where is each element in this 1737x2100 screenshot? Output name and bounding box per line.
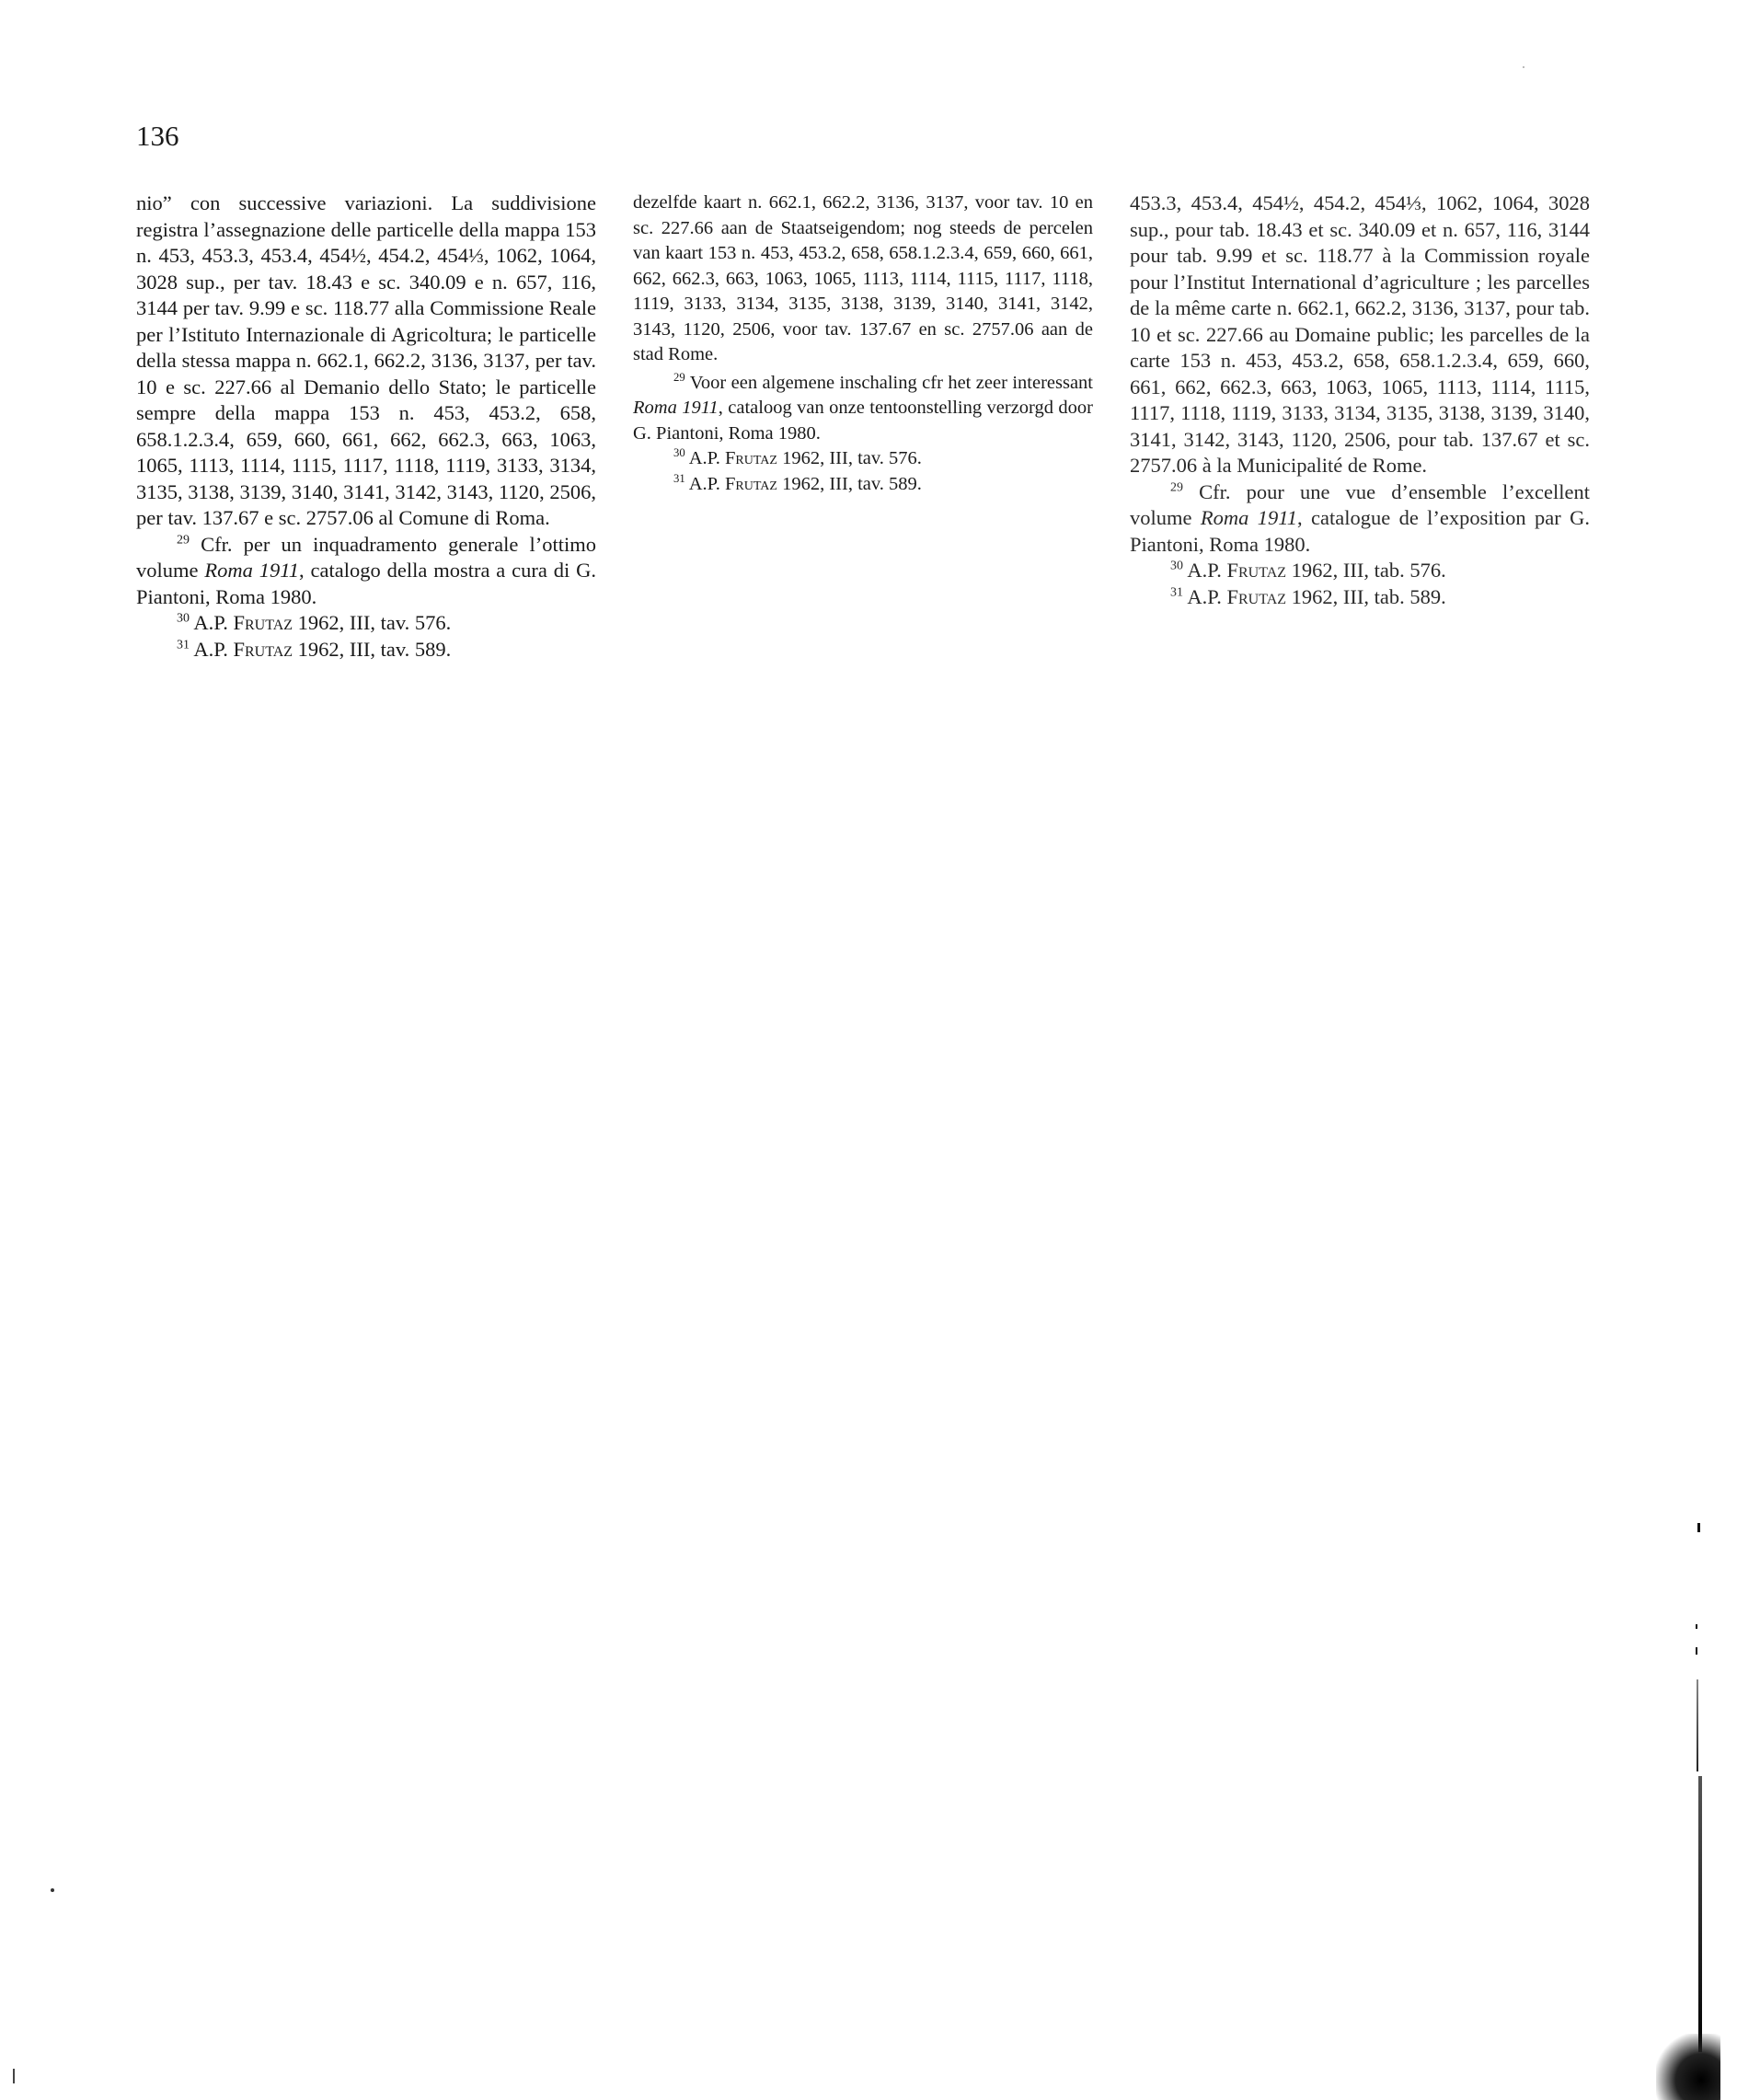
scan-edge-mark [1696,1647,1697,1655]
footnote-number: 29 [1170,480,1183,494]
footnote-text: A.P. [684,473,726,494]
footnote-text: , cataloog van onze tentoonstelling verzorgd door G. Piantoni, Roma 1980. [633,398,1094,444]
footnote-text: 1962, III, tab. 589. [1286,584,1446,608]
footnote-text: , catalogo della mostra a cura di G. Piantoni, Roma 1980. [136,559,596,608]
footnote-author: Frutaz [725,448,777,468]
footnote-text: Voor een algemene inschaling cfr het zeer interessant [684,372,1093,393]
footnote-text: A.P. [189,611,234,634]
footnote-29-dutch [633,371,1093,447]
scan-speck [51,1888,54,1892]
scan-corner-blot [1656,2034,1720,2100]
footnote-31-italian [136,637,596,663]
footnote-author: Frutaz [1226,584,1287,608]
scan-edge-mark [1697,1523,1700,1532]
footnote-title: Roma 1911 [633,398,719,418]
footnote-number: 29 [177,533,190,547]
footnote-author: Frutaz [1226,559,1287,582]
footnote-text: A.P. [684,448,726,468]
column-italian [136,190,596,663]
footnote-text: Cfr. per un inquadramento generale l’ottimo volume [136,532,596,582]
footnote-text: 1962, III, tav. 576. [293,611,452,634]
page-number: 136 [136,120,179,152]
footnote-number: 31 [1170,585,1183,599]
footnote-number: 30 [1170,559,1183,573]
footnote-author: Frutaz [725,473,777,494]
footnote-29-french [1130,479,1590,559]
footnote-30-italian [136,610,596,637]
body-text-dutch: dezelfde kaart n. 662.1, 662.2, 3136, 3137, voor tav. 10 en sc. 227.66 aan de Staatseigendom; nog steeds de percelen van kaart 153 n. 453, 453.2, 658, 658.1.2.3.4, 659, 660, 661, 662, 662.3, 663, 1063, 1065, 1113, 1114, 1115, 1117, 1118, 1119, 3133, 3134, 3135, 3138, 3139, 3140, 3141, 3142, 3143, 1120, 2506, voor tav. 137.67 en sc. 2757.06 aan de stad Rome. [633,192,1093,364]
footnote-author: Frutaz [233,637,293,661]
footnote-31-french [1130,584,1590,611]
footnote-number: 29 [673,370,685,384]
footnote-text: Cfr. pour une vue d’ensemble l’excellent volume [1130,479,1590,529]
footnote-number: 30 [177,611,190,626]
scan-speck [13,2069,15,2083]
footnote-text: 1962, III, tab. 576. [1286,559,1446,582]
footnote-text: A.P. [1182,584,1227,608]
column-dutch [633,190,1093,497]
footnote-author: Frutaz [233,611,293,634]
footnote-number: 31 [177,638,190,652]
body-text-italian: nio” con successive variazioni. La suddivisione registra l’assegnazione delle particelle della mappa 153 n. 453, 453.3, 453.4, 454½, 454.2, 454⅓, 1062, 1064, 3028 sup., per tav. 18.43 e sc. 340.09 e n. 657, 116, 3144 per tav. 9.99 e sc. 118.77 alla Commissione Reale per l’Istituto Internazionale di Agricoltura; le particelle della stessa mappa n. 662.1, 662.2, 3136, 3137, per tav. 10 e sc. 227.66 al Demanio dello Stato; le particelle sempre della mappa 153 n. 453, 453.2, 658, 658.1.2.3.4, 659, 660, 661, 662, 662.3, 663, 1063, 1065, 1113, 1114, 1115, 1117, 1118, 1119, 3133, 3134, 3135, 3138, 3139, 3140, 3141, 3142, 3143, 1120, 2506, per tav. 137.67 e sc. 2757.06 al Comune di Roma. [136,191,596,529]
footnote-29-italian [136,532,596,611]
footnote-number: 30 [673,446,685,460]
footnote-text: A.P. [189,637,234,661]
footnote-title: Roma 1911 [204,559,300,582]
scan-speck [1523,66,1524,68]
column-french [1130,190,1590,610]
footnote-text: A.P. [1182,559,1227,582]
footnote-text: 1962, III, tav. 576. [776,448,922,468]
footnote-31-dutch [633,472,1093,498]
footnote-30-french [1130,558,1590,584]
footnote-text: , catalogue de l’exposition par G. Piantoni, Roma 1980. [1130,506,1590,556]
scan-edge-shadow [1698,1776,1702,2052]
footnote-30-dutch [633,446,1093,472]
footnote-text: 1962, III, tav. 589. [293,637,452,661]
scan-edge-shadow [1697,1679,1698,1771]
footnote-title: Roma 1911 [1200,506,1298,529]
footnote-text: 1962, III, tav. 589. [776,473,922,494]
scan-edge-mark [1696,1624,1697,1629]
footnote-number: 31 [673,471,685,485]
body-text-french: 453.3, 453.4, 454½, 454.2, 454⅓, 1062, 1064, 3028 sup., pour tab. 18.43 et sc. 340.09 et n. 657, 116, 3144 pour tab. 9.99 et sc. 118.77 à la Commission royale pour l’Institut International d’agriculture ; les parcelles de la même carte n. 662.1, 662.2, 3136, 3137, pour tab. 10 et sc. 227.66 au Domaine public; les parcelles de la carte 153 n. 453, 453.2, 658, 658.1.2.3.4, 659, 660, 661, 662, 662.3, 663, 1063, 1065, 1113, 1114, 1115, 1117, 1118, 1119, 3133, 3134, 3135, 3138, 3139, 3140, 3141, 3142, 3143, 1120, 2506, pour tab. 137.67 et sc. 2757.06 à la Municipalité de Rome. [1130,191,1590,477]
